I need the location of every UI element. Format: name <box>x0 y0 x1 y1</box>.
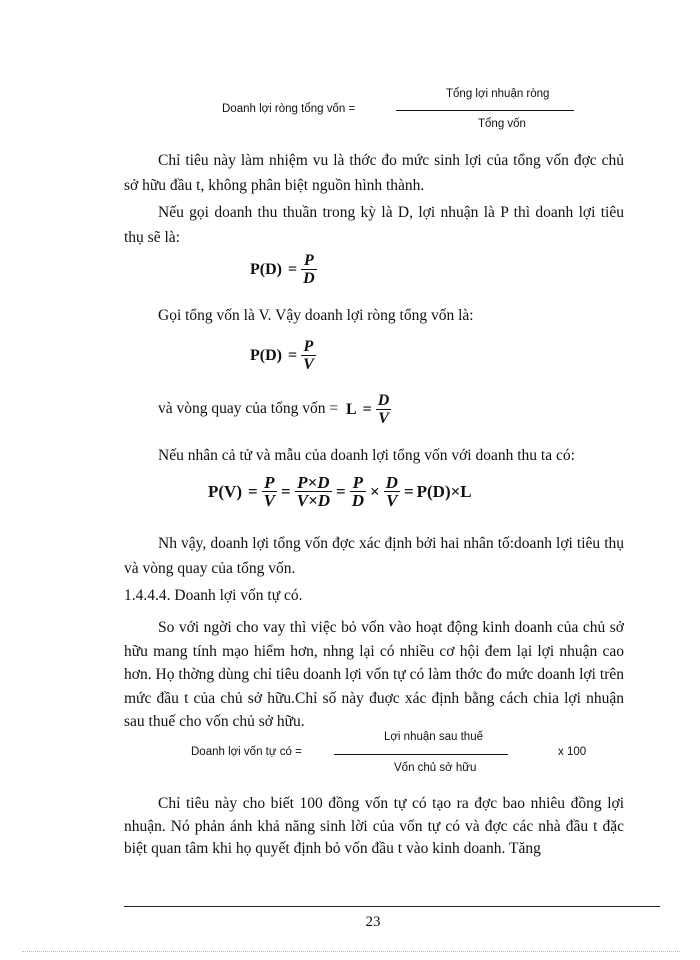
paragraph-1: Chỉ tiêu này làm nhiệm vu là thớc đo mức sinh lợi của tổng vốn đợc chủ sở hữu đầu t, không phân biệt nguồn hình thành. <box>124 152 624 194</box>
formula-equity-numerator: Lợi nhuận sau thuế <box>384 731 483 743</box>
paragraph-3: Gọi tổng vốn là V. Vậy doanh lợi ròng tổng vốn là: <box>158 307 474 324</box>
paragraph-7: So với ngời cho vay thì việc bỏ vốn vào hoạt động kinh doanh của chủ sở hữu mang tính mạo hiểm hơn, nhng lại có nhiều cơ hội đem lại lợi nhuận cao hơn. Họ thờng dùng chỉ tiêu doanh lợi vốn tự có làm thớc đo mức doanh lợi trên mức đầu t của chủ sở hữu.Chỉ số này đuợc xác định bằng cách chia lợi nhuận sau thuế cho vốn chủ sở hữu. <box>124 619 624 730</box>
eq4-fraction-1: $\frac{P}{V}$ <box>263 473 276 510</box>
equation-total-capital-return <box>250 338 317 373</box>
paragraph-5: Nếu nhân cả tử và mẫu của doanh lợi tổng vốn với doanh thu ta có: <box>158 447 575 464</box>
paragraph-4-text: và vòng quay của tổng vốn = <box>158 400 339 418</box>
formula-total-capital-numerator: Tổng lợi nhuận ròng <box>446 88 550 100</box>
eq4-fraction-4: $\frac{D}{V}$ <box>385 473 398 510</box>
formula-equity-denominator: Vốn chủ sở hữu <box>394 762 477 774</box>
formula-equity-multiplier: x 100 <box>558 746 587 758</box>
eq4-fraction-3: $\frac{P}{D}$ <box>351 473 364 510</box>
formula-total-capital-fraction-bar <box>396 110 574 111</box>
eq1-fraction: $\frac{P}{D}$ <box>303 252 315 287</box>
eq2-lhs: P(D) <box>250 346 282 364</box>
eq1-equals: = <box>287 260 298 278</box>
equation-sales-return <box>250 252 318 287</box>
equation-decomposition: P(V) = $\frac{P}{V}$ = $\frac{P\times D}{V\times D}$ = $\frac{P}{D}$ × $\frac{D}{V}$ = P(D)×L <box>208 473 472 510</box>
paragraph-2: Nếu gọi doanh thu thuần trong kỳ là D, lợi nhuận là P thì doanh lợi tiêu thụ sẽ là: <box>124 204 624 246</box>
formula-equity-label: Doanh lợi vốn tự có = <box>191 746 302 758</box>
page-number: 23 <box>365 914 381 930</box>
section-heading: 1.4.4.4. Doanh lợi vốn tự có. <box>124 587 303 604</box>
paragraph-6: Nh vậy, doanh lợi tổng vốn đợc xác định bởi hai nhân tố:doanh lợi tiêu thụ và vòng quay của tổng vốn. <box>124 535 624 577</box>
formula-total-capital-denominator: Tổng vốn <box>478 118 526 130</box>
eq2-fraction: $\frac{P}{V}$ <box>303 338 314 373</box>
eq4-fraction-2: $\frac{P\times D}{V\times D}$ <box>296 473 331 510</box>
equation-capital-turnover: L = $\frac{D}{V}$ <box>345 392 390 427</box>
footer-divider <box>124 906 660 907</box>
paragraph-8: Chỉ tiêu này cho biết 100 đồng vốn tự có tạo ra đợc bao nhiêu đồng lợi nhuận. Nó phản ánh khả năng sinh lời của vốn tự có và đợc các nhà đầu t đặc biệt quan tâm khi họ quyết định bỏ vốn đầu t vào kinh doanh. Tăng <box>124 795 624 857</box>
formula-equity-fraction-bar <box>334 754 508 755</box>
formula-total-capital-label: Doanh lợi ròng tổng vốn = <box>222 103 356 115</box>
page-bottom-dotted-line <box>22 951 680 952</box>
eq2-equals: = <box>287 346 298 364</box>
paragraph-4 <box>158 392 458 427</box>
eq1-lhs: P(D) <box>250 260 282 278</box>
